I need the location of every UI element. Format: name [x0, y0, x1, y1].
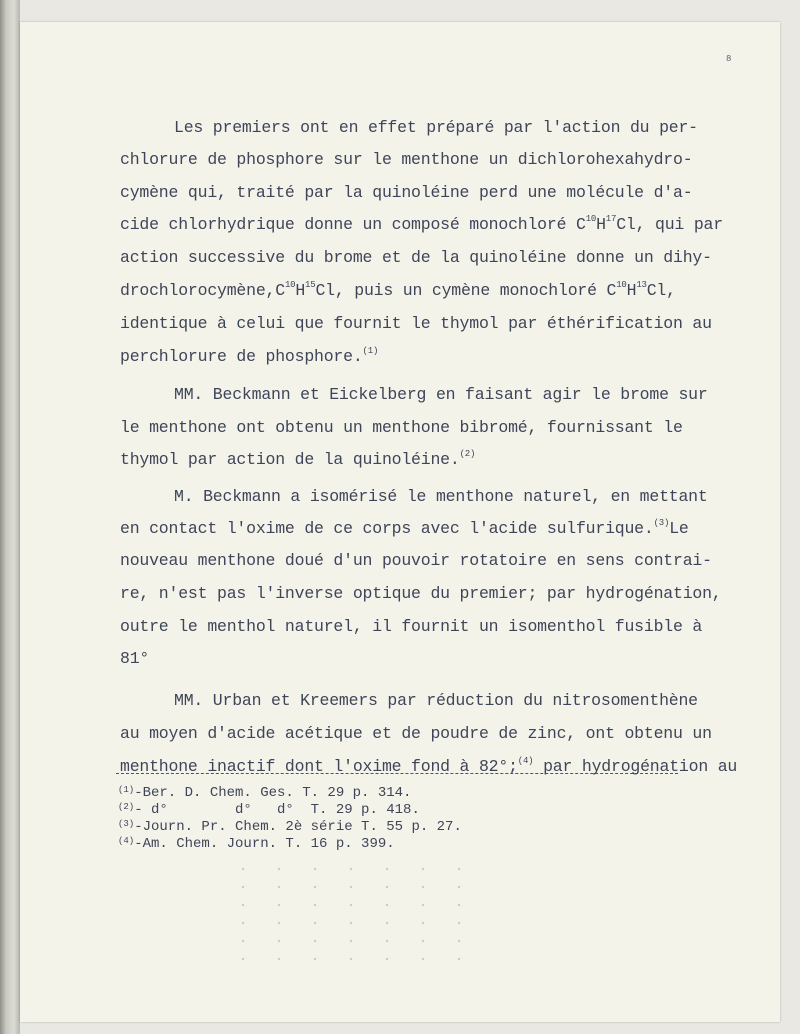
text-line [174, 118, 698, 137]
superscript: (2) [459, 449, 476, 459]
text-segment: cymène qui, traité par la quinoléine perd une molécule d'a- [120, 183, 693, 202]
text-line [120, 314, 712, 333]
text-line [120, 281, 676, 300]
text-segment: M. Beckmann a isomérisé le menthone naturel, en mettant [174, 487, 708, 506]
text-segment: outre le menthol naturel, il fournit un isomenthol fusible à [120, 617, 703, 636]
text-segment: cide chlorhydrique donne un composé monochloré C [120, 215, 586, 234]
text-line [120, 248, 712, 267]
text-segment: Cl, [646, 281, 676, 300]
footnote-separator [116, 773, 678, 774]
text-segment: action successive du brome et de la quinoléine donne un dihy- [120, 248, 712, 267]
superscript: 10 [616, 280, 627, 290]
text-segment: au moyen d'acide acétique et de poudre de zinc, ont obtenu un [120, 724, 712, 743]
superscript: 10 [284, 280, 296, 290]
superscript: 13 [636, 280, 647, 290]
text-line [120, 584, 722, 603]
text-line [120, 617, 702, 636]
text-segment: MM. Beckmann et Eickelberg en faisant agir le brome sur [174, 385, 708, 404]
text-segment: par hydrogénation au [533, 757, 738, 776]
text-segment: drochlorocymène,C [120, 281, 285, 300]
text-line [120, 347, 378, 366]
text-line [120, 724, 712, 743]
footnote-text: -Journ. Pr. Chem. 2è série T. 55 p. 27. [134, 819, 462, 835]
text-line [120, 150, 692, 169]
footnote-mark: (4) [118, 836, 135, 846]
text-segment: Cl, puis un cymène monochloré C [315, 281, 617, 300]
superscript: 15 [305, 280, 316, 290]
text-line [120, 649, 149, 668]
footnote [118, 819, 462, 835]
footnote [118, 802, 420, 818]
text-line [174, 385, 708, 404]
text-segment: H [596, 215, 606, 234]
text-segment: perchlorure de phosphore. [120, 347, 363, 366]
text-segment: H [626, 281, 637, 300]
bleed-through-marks [225, 860, 485, 970]
footnote-text: - d° d° d° T. 29 p. 418. [134, 802, 420, 818]
text-segment: H [295, 281, 306, 300]
text-line [120, 183, 692, 202]
footnote-text: -Am. Chem. Journ. T. 16 p. 399. [134, 836, 395, 852]
superscript: 17 [605, 214, 617, 224]
text-segment: menthone inactif dont l'oxime fond à 82°; [120, 757, 518, 776]
text-segment: Le [669, 519, 689, 538]
superscript: (3) [653, 518, 670, 528]
text-segment: chlorure de phosphore sur le menthone un dichlorohexahydro- [120, 150, 693, 169]
text-line [120, 215, 723, 234]
footnote-mark: (2) [118, 802, 135, 812]
footnote-text: -Ber. D. Chem. Ges. T. 29 p. 314. [134, 785, 412, 801]
text-segment: MM. Urban et Kreemers par réduction du nitrosomenthène [174, 691, 698, 710]
text-segment: en contact l'oxime de ce corps avec l'acide sulfurique. [120, 519, 654, 538]
text-segment: 81° [120, 649, 150, 668]
text-line [120, 551, 712, 570]
footnote [118, 785, 411, 801]
superscript: 10 [585, 214, 597, 224]
text-line [120, 450, 475, 469]
text-segment: le menthone ont obtenu un menthone bibromé, fournissant le [120, 418, 683, 437]
text-segment: re, n'est pas l'inverse optique du premier; par hydrogénation, [120, 584, 722, 603]
page-number: 8 [726, 54, 732, 64]
text-segment: nouveau menthone doué d'un pouvoir rotatoire en sens contrai- [120, 551, 712, 570]
superscript: (4) [517, 756, 534, 766]
text-segment: Les premiers ont en effet préparé par l'action du per- [174, 118, 698, 137]
text-segment: identique à celui que fournit le thymol par éthérification au [120, 314, 712, 333]
footnote-mark: (1) [118, 785, 135, 795]
footnote [118, 836, 395, 852]
text-line [120, 519, 689, 538]
binding-edge [0, 0, 20, 1034]
text-segment: thymol par action de la quinoléine. [120, 450, 460, 469]
text-line [174, 691, 698, 710]
text-segment: Cl, qui par [616, 215, 723, 234]
text-line [120, 418, 683, 437]
superscript: (1) [362, 346, 379, 356]
text-line [174, 487, 708, 506]
footnote-mark: (3) [118, 819, 135, 829]
